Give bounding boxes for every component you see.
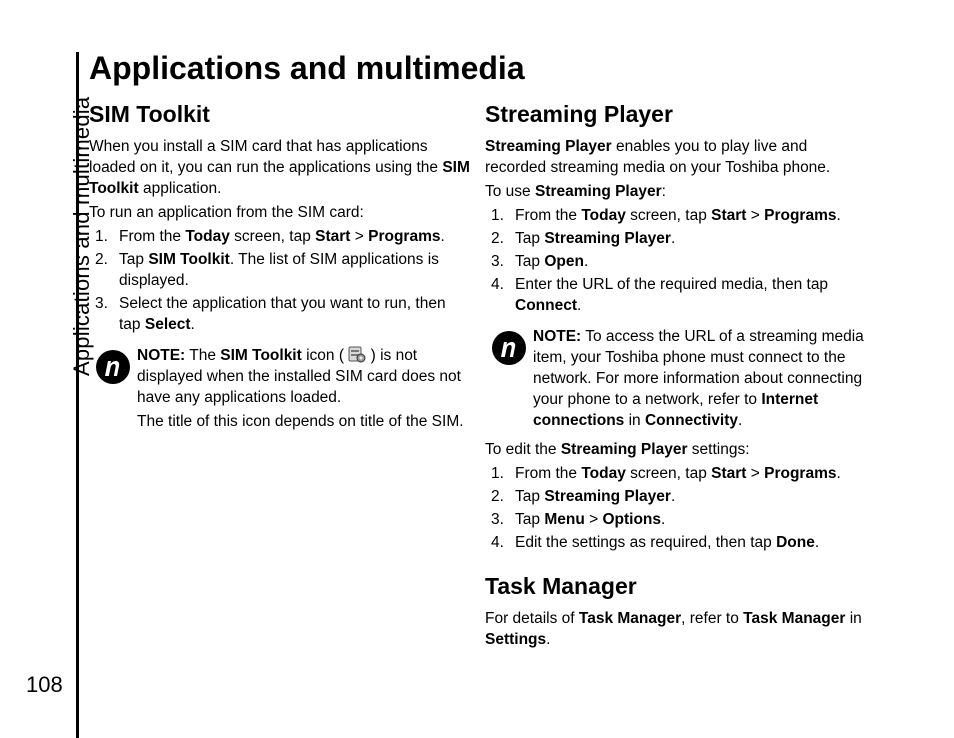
text: settings: — [687, 441, 750, 458]
bold-term: Task Manager — [743, 610, 846, 627]
sim-toolkit-to-run: To run an application from the SIM card: — [89, 204, 364, 221]
text: enables you to play live and recorded streaming media on your Toshiba phone. — [485, 138, 831, 176]
text: From the — [515, 465, 582, 482]
bold-term: Streaming Player — [560, 441, 688, 458]
bold-term: Menu — [544, 511, 585, 528]
bold-term: Connect — [515, 297, 577, 314]
text: To access the URL of a streaming media item, your Toshiba phone must connect to the network. For more information about connecting your phone to a network, refer to — [533, 328, 864, 408]
right-column — [485, 100, 870, 653]
bold-term: Settings — [485, 631, 547, 648]
note-label: NOTE: — [533, 328, 582, 345]
streaming-to-use — [485, 181, 870, 202]
step-number: 1. — [491, 465, 504, 482]
bold-term: Streaming Player — [534, 183, 662, 200]
side-label — [41, 58, 94, 378]
step-number: 3. — [491, 511, 504, 528]
text: > — [584, 511, 603, 528]
text: From the — [515, 207, 582, 224]
bold-term: Today — [581, 207, 626, 224]
bold-term: Start — [711, 207, 747, 224]
task-manager-text — [485, 608, 870, 650]
step-number: 4. — [491, 534, 504, 551]
streaming-intro — [485, 136, 870, 178]
sim-toolkit-icon — [348, 345, 366, 363]
text: . — [814, 534, 820, 551]
bold-term: Connectivity — [644, 412, 738, 429]
page-number: 108 — [26, 672, 63, 697]
text: Tap — [119, 251, 149, 268]
text: : — [661, 183, 666, 200]
text: . — [836, 207, 841, 224]
bold-term: Streaming Player — [544, 488, 671, 505]
text: Enter the URL of the required media, then tap — [515, 276, 829, 293]
task-manager-heading: Task Manager — [485, 573, 637, 599]
text: Tap — [515, 253, 545, 270]
bold-term: Streaming Player — [544, 230, 671, 247]
text: To use — [485, 183, 535, 200]
step-number: 1. — [491, 207, 504, 224]
step-number: 3. — [491, 253, 504, 270]
bold-term: Internet connections — [533, 391, 819, 429]
bold-term: Programs — [764, 465, 837, 482]
text: application. — [138, 180, 222, 197]
text: Edit the settings as required, then tap — [515, 534, 777, 551]
list-item — [485, 251, 870, 272]
list-item — [485, 486, 870, 507]
text: . — [190, 316, 195, 333]
text: > — [746, 465, 765, 482]
sim-toolkit-steps — [89, 226, 471, 335]
text: . The list of SIM applications is displayed. — [119, 251, 439, 289]
bold-term: SIM Toolkit — [148, 251, 230, 268]
step-number: 1. — [95, 228, 108, 245]
sim-toolkit-note — [89, 345, 471, 432]
streaming-edit-steps — [485, 463, 870, 553]
text: For details of — [485, 610, 579, 627]
text: in — [624, 412, 645, 429]
text: . — [670, 488, 676, 505]
list-item — [485, 509, 870, 530]
bold-term: Today — [185, 228, 230, 245]
list-item — [89, 293, 471, 335]
bold-term: Streaming Player — [485, 138, 612, 155]
bold-term: Start — [315, 228, 351, 245]
note-text-2: The title of this icon depends on title of the SIM. — [137, 413, 464, 430]
note-icon — [491, 330, 527, 366]
page-title: Applications and multimedia — [89, 50, 525, 86]
step-number: 3. — [95, 295, 108, 312]
text: Tap — [515, 230, 545, 247]
bold-term: Programs — [368, 228, 441, 245]
text: . — [440, 228, 445, 245]
list-item — [485, 205, 870, 226]
streaming-to-edit — [485, 439, 870, 460]
text: > — [746, 207, 765, 224]
streaming-player-heading: Streaming Player — [485, 101, 673, 127]
bold-term: Options — [602, 511, 662, 528]
spacer — [485, 556, 870, 572]
text: . — [738, 412, 743, 429]
text: . — [546, 631, 551, 648]
bold-term: Task Manager — [578, 610, 682, 627]
list-item — [89, 249, 471, 291]
bold-term: SIM Toolkit — [220, 347, 302, 364]
bold-term: Select — [144, 316, 191, 333]
list-item — [485, 463, 870, 484]
text: . — [661, 511, 666, 528]
text: Tap — [515, 488, 545, 505]
bold-term: Start — [711, 465, 747, 482]
text: . — [836, 465, 841, 482]
step-number: 4. — [491, 276, 504, 293]
sim-toolkit-heading: SIM Toolkit — [89, 101, 210, 127]
text: icon ( — [301, 347, 349, 364]
step-number: 2. — [491, 230, 504, 247]
side-label-text: Applications and multimedia — [69, 96, 94, 376]
text: When you install a SIM card that has applications loaded on it, you can run the applications using the — [89, 138, 443, 176]
list-item — [485, 532, 870, 553]
text: From the — [119, 228, 186, 245]
step-number: 2. — [491, 488, 504, 505]
text: , refer to — [681, 610, 744, 627]
note-label: NOTE: — [137, 347, 186, 364]
text: ) is not displayed when the installed SIM card does not have any applications loaded. — [137, 347, 461, 406]
bold-term: Open — [544, 253, 584, 270]
text: The — [185, 347, 221, 364]
left-column — [89, 100, 471, 440]
text: Tap — [515, 511, 545, 528]
bold-term: Done — [776, 534, 815, 551]
streaming-steps — [485, 205, 870, 316]
step-number: 2. — [95, 251, 108, 268]
list-item — [485, 274, 870, 316]
text: screen, tap — [625, 465, 712, 482]
note-text — [533, 326, 870, 431]
streaming-note — [485, 326, 870, 431]
list-item — [89, 226, 471, 247]
note-icon — [95, 349, 131, 385]
bold-term: SIM Toolkit — [89, 159, 470, 197]
text: in — [845, 610, 862, 627]
list-item — [485, 228, 870, 249]
note-text — [137, 345, 471, 408]
text: screen, tap — [229, 228, 316, 245]
bold-term: Today — [581, 465, 626, 482]
text: screen, tap — [625, 207, 712, 224]
text: . — [583, 253, 589, 270]
text: > — [350, 228, 369, 245]
bold-term: Programs — [764, 207, 837, 224]
sim-toolkit-intro — [89, 136, 471, 199]
text: . — [577, 297, 582, 314]
text: Select the application that you want to run, then tap — [119, 295, 446, 333]
text: . — [670, 230, 676, 247]
text: To edit the — [485, 441, 561, 458]
